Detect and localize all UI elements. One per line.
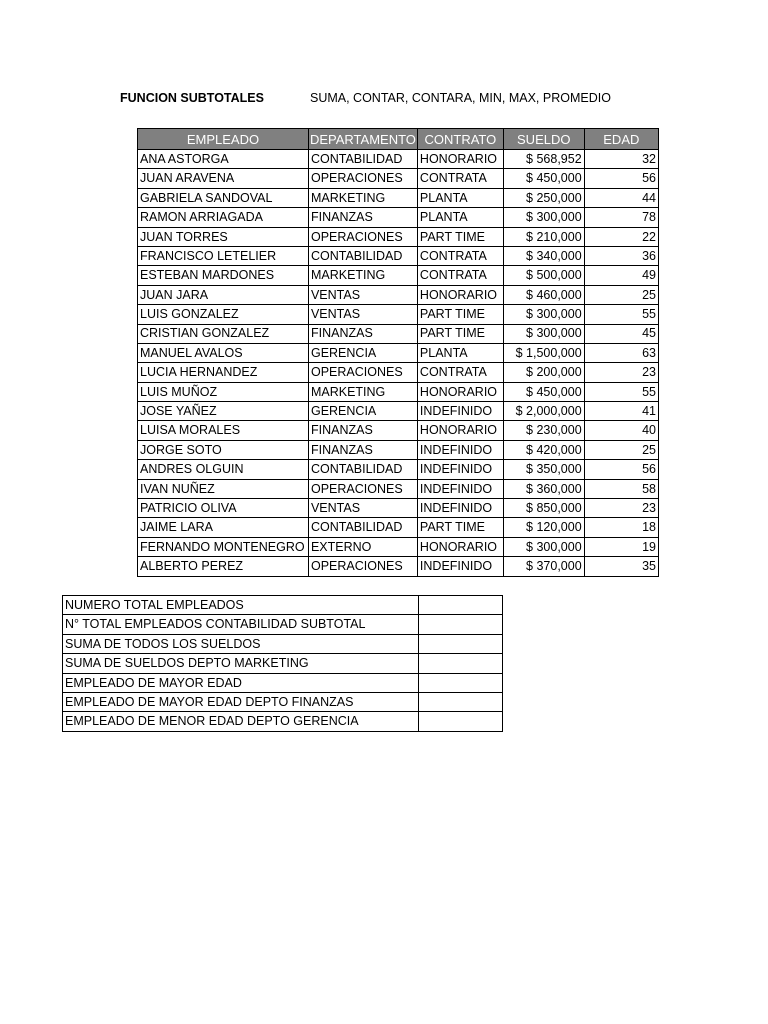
summary-answer-cell[interactable] — [418, 596, 502, 615]
cell-edad[interactable]: 49 — [584, 266, 658, 285]
cell-sueldo[interactable]: $ 300,000 — [503, 208, 584, 227]
summary-label: EMPLEADO DE MAYOR EDAD DEPTO FINANZAS — [63, 692, 419, 711]
cell-empleado[interactable]: ANDRES OLGUIN — [138, 460, 309, 479]
cell-departamento[interactable]: CONTABILIDAD — [308, 518, 417, 537]
table-row — [138, 518, 659, 537]
table-header-row — [138, 129, 659, 150]
cell-sueldo[interactable]: $ 250,000 — [503, 188, 584, 207]
cell-empleado[interactable]: ALBERTO PEREZ — [138, 557, 309, 576]
cell-sueldo[interactable]: $ 420,000 — [503, 440, 584, 459]
cell-sueldo[interactable]: $ 450,000 — [503, 382, 584, 401]
cell-departamento[interactable]: CONTABILIDAD — [308, 246, 417, 265]
cell-contrato[interactable]: CONTRATA — [417, 266, 503, 285]
summary-table — [62, 595, 503, 732]
cell-departamento[interactable]: MARKETING — [308, 188, 417, 207]
cell-departamento[interactable]: OPERACIONES — [308, 227, 417, 246]
cell-sueldo[interactable]: $ 370,000 — [503, 557, 584, 576]
cell-edad[interactable]: 78 — [584, 208, 658, 227]
cell-sueldo[interactable]: $ 210,000 — [503, 227, 584, 246]
cell-contrato[interactable]: HONORARIO — [417, 421, 503, 440]
cell-empleado[interactable]: GABRIELA SANDOVAL — [138, 188, 309, 207]
cell-sueldo[interactable]: $ 360,000 — [503, 479, 584, 498]
sheet-title: FUNCION SUBTOTALES — [120, 91, 264, 105]
column-header-contrato[interactable]: CONTRATO — [417, 129, 503, 150]
cell-contrato[interactable]: INDEFINIDO — [417, 479, 503, 498]
table-row — [138, 188, 659, 207]
cell-contrato[interactable]: INDEFINIDO — [417, 440, 503, 459]
table-row — [138, 537, 659, 556]
cell-sueldo[interactable]: $ 300,000 — [503, 537, 584, 556]
cell-edad[interactable]: 44 — [584, 188, 658, 207]
cell-edad[interactable]: 55 — [584, 305, 658, 324]
cell-contrato[interactable]: INDEFINIDO — [417, 460, 503, 479]
cell-empleado[interactable]: JOSE YAÑEZ — [138, 402, 309, 421]
cell-departamento[interactable]: GERENCIA — [308, 402, 417, 421]
cell-edad[interactable]: 22 — [584, 227, 658, 246]
cell-contrato[interactable]: INDEFINIDO — [417, 557, 503, 576]
table-row — [138, 421, 659, 440]
cell-empleado[interactable]: IVAN NUÑEZ — [138, 479, 309, 498]
cell-departamento[interactable]: MARKETING — [308, 266, 417, 285]
summary-table-body — [63, 596, 503, 732]
cell-departamento[interactable]: EXTERNO — [308, 537, 417, 556]
cell-sueldo[interactable]: $ 340,000 — [503, 246, 584, 265]
cell-departamento[interactable]: VENTAS — [308, 285, 417, 304]
cell-edad[interactable]: 25 — [584, 285, 658, 304]
table-row — [138, 150, 659, 169]
employees-table — [137, 128, 659, 577]
column-header-empleado[interactable]: EMPLEADO — [138, 129, 309, 150]
table-row — [138, 402, 659, 421]
cell-edad[interactable]: 25 — [584, 440, 658, 459]
cell-empleado[interactable]: PATRICIO OLIVA — [138, 499, 309, 518]
summary-label: NUMERO TOTAL EMPLEADOS — [63, 596, 419, 615]
table-row — [138, 440, 659, 459]
cell-sueldo[interactable]: $ 350,000 — [503, 460, 584, 479]
cell-sueldo[interactable]: $ 120,000 — [503, 518, 584, 537]
cell-empleado[interactable]: CRISTIAN GONZALEZ — [138, 324, 309, 343]
table-row — [138, 266, 659, 285]
cell-empleado[interactable]: RAMON ARRIAGADA — [138, 208, 309, 227]
cell-sueldo[interactable]: $ 300,000 — [503, 324, 584, 343]
cell-contrato[interactable]: HONORARIO — [417, 537, 503, 556]
cell-empleado[interactable]: JORGE SOTO — [138, 440, 309, 459]
table-row — [138, 208, 659, 227]
cell-contrato[interactable]: HONORARIO — [417, 285, 503, 304]
summary-row — [63, 712, 503, 731]
table-row — [138, 246, 659, 265]
summary-row — [63, 673, 503, 692]
cell-sueldo[interactable]: $ 230,000 — [503, 421, 584, 440]
cell-empleado[interactable]: LUISA MORALES — [138, 421, 309, 440]
column-header-edad[interactable]: EDAD — [584, 129, 658, 150]
cell-empleado[interactable]: ANA ASTORGA — [138, 150, 309, 169]
summary-answer-cell[interactable] — [418, 712, 502, 731]
cell-empleado[interactable]: LUIS GONZALEZ — [138, 305, 309, 324]
cell-contrato[interactable]: PLANTA — [417, 343, 503, 362]
cell-sueldo[interactable]: $ 500,000 — [503, 266, 584, 285]
cell-sueldo[interactable]: $ 568,952 — [503, 150, 584, 169]
cell-edad[interactable]: 18 — [584, 518, 658, 537]
cell-edad[interactable]: 58 — [584, 479, 658, 498]
cell-sueldo[interactable]: $ 200,000 — [503, 363, 584, 382]
cell-departamento[interactable]: VENTAS — [308, 305, 417, 324]
employees-table-body — [138, 150, 659, 577]
cell-sueldo[interactable]: $ 850,000 — [503, 499, 584, 518]
cell-departamento[interactable]: VENTAS — [308, 499, 417, 518]
summary-answer-cell[interactable] — [418, 654, 502, 673]
summary-row — [63, 692, 503, 711]
cell-contrato[interactable]: HONORARIO — [417, 382, 503, 401]
cell-sueldo[interactable]: $ 450,000 — [503, 169, 584, 188]
table-row — [138, 479, 659, 498]
summary-answer-cell[interactable] — [418, 634, 502, 653]
cell-edad[interactable]: 32 — [584, 150, 658, 169]
table-row — [138, 343, 659, 362]
summary-answer-cell[interactable] — [418, 615, 502, 634]
cell-contrato[interactable]: PART TIME — [417, 324, 503, 343]
cell-edad[interactable]: 36 — [584, 246, 658, 265]
cell-contrato[interactable]: INDEFINIDO — [417, 402, 503, 421]
summary-row — [63, 615, 503, 634]
table-row — [138, 169, 659, 188]
cell-empleado[interactable]: JUAN ARAVENA — [138, 169, 309, 188]
table-row — [138, 285, 659, 304]
cell-departamento[interactable]: MARKETING — [308, 382, 417, 401]
cell-edad[interactable]: 35 — [584, 557, 658, 576]
cell-sueldo[interactable]: $ 1,500,000 — [503, 343, 584, 362]
summary-row — [63, 596, 503, 615]
summary-label: EMPLEADO DE MAYOR EDAD — [63, 673, 419, 692]
cell-contrato[interactable]: PLANTA — [417, 188, 503, 207]
cell-edad[interactable]: 23 — [584, 363, 658, 382]
cell-departamento[interactable]: FINANZAS — [308, 208, 417, 227]
cell-empleado[interactable]: ESTEBAN MARDONES — [138, 266, 309, 285]
cell-empleado[interactable]: FERNANDO MONTENEGRO — [138, 537, 309, 556]
cell-contrato[interactable]: PLANTA — [417, 208, 503, 227]
cell-edad[interactable]: 45 — [584, 324, 658, 343]
cell-departamento[interactable]: OPERACIONES — [308, 479, 417, 498]
cell-edad[interactable]: 56 — [584, 169, 658, 188]
cell-departamento[interactable]: FINANZAS — [308, 421, 417, 440]
cell-departamento[interactable]: OPERACIONES — [308, 363, 417, 382]
cell-contrato[interactable]: PART TIME — [417, 518, 503, 537]
cell-sueldo[interactable]: $ 460,000 — [503, 285, 584, 304]
cell-empleado[interactable]: FRANCISCO LETELIER — [138, 246, 309, 265]
table-row — [138, 460, 659, 479]
cell-departamento[interactable]: FINANZAS — [308, 440, 417, 459]
cell-contrato[interactable]: CONTRATA — [417, 246, 503, 265]
cell-edad[interactable]: 40 — [584, 421, 658, 440]
cell-departamento[interactable]: CONTABILIDAD — [308, 460, 417, 479]
cell-edad[interactable]: 56 — [584, 460, 658, 479]
cell-sueldo[interactable]: $ 2,000,000 — [503, 402, 584, 421]
table-row — [138, 227, 659, 246]
cell-contrato[interactable]: INDEFINIDO — [417, 499, 503, 518]
summary-row — [63, 634, 503, 653]
table-row — [138, 382, 659, 401]
cell-empleado[interactable]: LUIS MUÑOZ — [138, 382, 309, 401]
cell-departamento[interactable]: CONTABILIDAD — [308, 150, 417, 169]
cell-departamento[interactable]: OPERACIONES — [308, 169, 417, 188]
cell-empleado[interactable]: JUAN TORRES — [138, 227, 309, 246]
cell-empleado[interactable]: LUCIA HERNANDEZ — [138, 363, 309, 382]
cell-edad[interactable]: 19 — [584, 537, 658, 556]
cell-edad[interactable]: 63 — [584, 343, 658, 362]
cell-empleado[interactable]: JAIME LARA — [138, 518, 309, 537]
cell-departamento[interactable]: OPERACIONES — [308, 557, 417, 576]
cell-departamento[interactable]: GERENCIA — [308, 343, 417, 362]
cell-sueldo[interactable]: $ 300,000 — [503, 305, 584, 324]
summary-row — [63, 654, 503, 673]
column-header-departamento[interactable]: DEPARTAMENTO — [308, 129, 417, 150]
cell-edad[interactable]: 41 — [584, 402, 658, 421]
table-row — [138, 324, 659, 343]
summary-answer-cell[interactable] — [418, 692, 502, 711]
cell-edad[interactable]: 23 — [584, 499, 658, 518]
table-row — [138, 557, 659, 576]
table-row — [138, 499, 659, 518]
cell-contrato[interactable]: HONORARIO — [417, 150, 503, 169]
cell-contrato[interactable]: PART TIME — [417, 305, 503, 324]
summary-label: SUMA DE SUELDOS DEPTO MARKETING — [63, 654, 419, 673]
cell-empleado[interactable]: JUAN JARA — [138, 285, 309, 304]
functions-list: SUMA, CONTAR, CONTARA, MIN, MAX, PROMEDIO — [310, 91, 611, 105]
cell-empleado[interactable]: MANUEL AVALOS — [138, 343, 309, 362]
cell-edad[interactable]: 55 — [584, 382, 658, 401]
table-row — [138, 305, 659, 324]
summary-answer-cell[interactable] — [418, 673, 502, 692]
table-row — [138, 363, 659, 382]
summary-label: SUMA DE TODOS LOS SUELDOS — [63, 634, 419, 653]
cell-contrato[interactable]: CONTRATA — [417, 363, 503, 382]
cell-contrato[interactable]: CONTRATA — [417, 169, 503, 188]
column-header-sueldo[interactable]: SUELDO — [503, 129, 584, 150]
cell-contrato[interactable]: PART TIME — [417, 227, 503, 246]
summary-label: N° TOTAL EMPLEADOS CONTABILIDAD SUBTOTAL — [63, 615, 419, 634]
cell-departamento[interactable]: FINANZAS — [308, 324, 417, 343]
summary-label: EMPLEADO DE MENOR EDAD DEPTO GERENCIA — [63, 712, 419, 731]
